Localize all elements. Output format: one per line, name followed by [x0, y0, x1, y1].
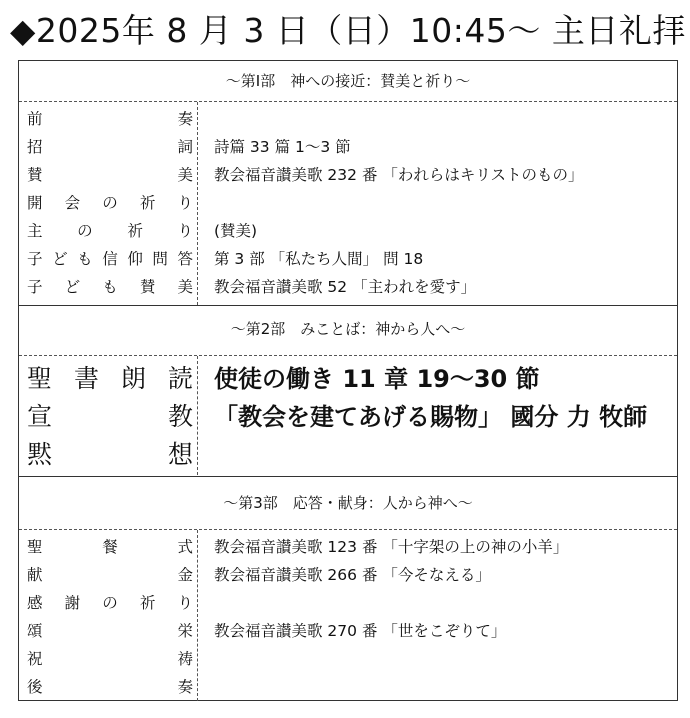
program-value: 第 3 部 「私たち人間」 問 18 [214, 250, 424, 268]
label-char: 問 [152, 250, 168, 268]
program-label [27, 245, 193, 273]
label-char: 聖 [27, 538, 43, 556]
program-label [27, 133, 193, 161]
label-char: 祝 [27, 650, 43, 668]
divider [19, 355, 677, 356]
label-char: 美 [177, 166, 193, 184]
program-value: 「教会を建てあげる賜物」 國分 力 牧師 [214, 403, 648, 431]
label-char: 餐 [102, 538, 118, 556]
label-char: 献 [27, 566, 43, 584]
program-label [27, 436, 193, 474]
column-divider [197, 102, 198, 305]
label-char: 子 [27, 278, 43, 296]
label-char: 教 [167, 402, 193, 431]
label-char: 祈 [139, 594, 156, 612]
divider [19, 529, 677, 530]
label-char: り [177, 194, 193, 212]
label-char: り [177, 222, 193, 240]
label-char: 祈 [139, 194, 156, 212]
label-char: 書 [73, 364, 99, 393]
program-value: 使徒の働き 11 章 19～30 節 [214, 365, 540, 393]
label-char: 美 [177, 278, 193, 296]
label-char: 祈 [127, 222, 143, 240]
label-char: 聖 [27, 364, 53, 393]
column-divider [197, 530, 198, 701]
divider [19, 101, 677, 102]
program-label [27, 673, 193, 701]
label-char: 招 [27, 138, 43, 156]
label-char: 想 [167, 440, 193, 469]
label-char: 金 [177, 566, 193, 584]
column-divider [197, 356, 198, 475]
label-char: の [102, 194, 118, 212]
label-char: 感 [27, 594, 43, 612]
label-char: の [102, 594, 118, 612]
label-char: 後 [27, 678, 43, 696]
page-title: ◆2025年 8 月 3 日（日）10:45～ 主日礼拝 [10, 11, 686, 50]
label-char: 賛 [139, 278, 156, 296]
program-label [27, 398, 193, 436]
program-label [27, 617, 193, 645]
label-char: の [77, 222, 93, 240]
program-value: 教会福音讃美歌 52 「主われを愛す」 [214, 278, 477, 296]
program-label [27, 273, 193, 301]
label-char: 詞 [177, 138, 193, 156]
label-char: 賛 [27, 166, 43, 184]
program-label [27, 161, 193, 189]
program-label [27, 360, 193, 398]
program-label [27, 589, 193, 617]
label-char: 黙 [27, 440, 53, 469]
label-char: 会 [64, 194, 81, 212]
label-char: 主 [27, 222, 43, 240]
program-value: 教会福音讃美歌 270 番 「世をこぞりて」 [214, 622, 507, 640]
label-char: ど [64, 278, 81, 296]
label-char: 奏 [177, 110, 193, 128]
program-label [27, 189, 193, 217]
program-label [27, 217, 193, 245]
section-divider [19, 476, 677, 477]
program-value: 詩篇 33 篇 1～3 節 [214, 138, 351, 156]
label-char: 祷 [177, 650, 193, 668]
order-of-service-table [18, 60, 678, 701]
label-char: 開 [27, 194, 43, 212]
program-label [27, 645, 193, 673]
label-char: 謝 [64, 594, 81, 612]
label-char: 前 [27, 110, 43, 128]
label-char: ど [52, 250, 68, 268]
label-char: 仰 [127, 250, 143, 268]
label-char: 奏 [177, 678, 193, 696]
program-value: 教会福音讃美歌 123 番 「十字架の上の神の小羊」 [214, 538, 569, 556]
program-label [27, 105, 193, 133]
program-value: 教会福音讃美歌 232 番 「われらはキリストのもの」 [214, 166, 584, 184]
label-char: 栄 [177, 622, 193, 640]
section-2-heading: ～第2部 みことば：神から人へ～ [230, 320, 466, 338]
section-3-heading: ～第3部 応答・献身：人から神へ～ [223, 494, 473, 512]
label-char: 信 [102, 250, 118, 268]
program-value: 教会福音讃美歌 266 番 「今そなえる」 [214, 566, 491, 584]
label-char: も [102, 278, 118, 296]
program-value: (賛美) [214, 222, 258, 240]
label-char: り [177, 594, 193, 612]
label-char: 頌 [27, 622, 43, 640]
label-char: 答 [177, 250, 193, 268]
label-char: 式 [177, 538, 193, 556]
label-char: 宣 [27, 402, 53, 431]
section-divider [19, 305, 677, 306]
label-char: 子 [27, 250, 43, 268]
label-char: 朗 [120, 364, 146, 393]
program-label [27, 561, 193, 589]
label-char: も [77, 250, 93, 268]
label-char: 読 [167, 364, 193, 393]
section-1-heading: ～第Ⅰ部 神への接近：賛美と祈り～ [225, 72, 471, 90]
program-label [27, 533, 193, 561]
